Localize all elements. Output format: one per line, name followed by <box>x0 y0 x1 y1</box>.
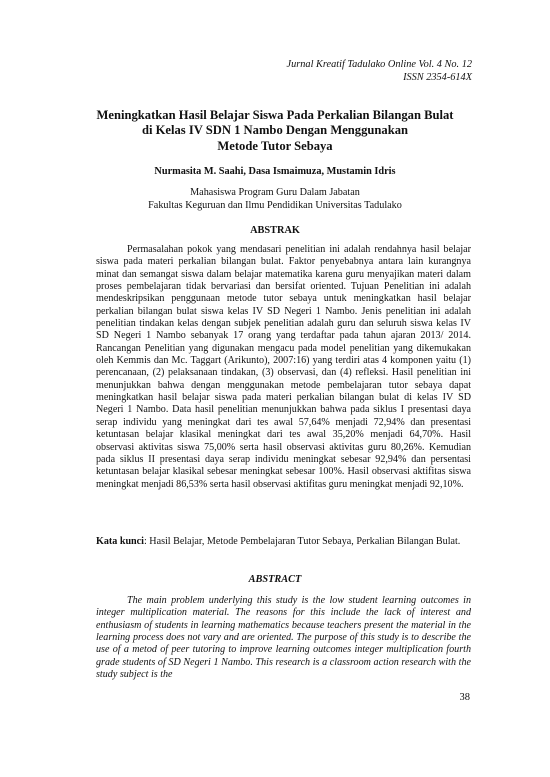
title-line-3: Metode Tutor Sebaya <box>217 138 333 153</box>
abstrak-heading: ABSTRAK <box>250 225 300 236</box>
abstract-heading: ABSTRACT <box>248 574 302 585</box>
title-line-1: Meningkatkan Hasil Belajar Siswa Pada Perkalian Bilangan Bulat <box>96 108 454 122</box>
author-list: Nurmasita M. Saahi, Dasa Ismaimuza, Mustamin Idris <box>154 166 396 177</box>
paper-title <box>86 108 464 154</box>
abstrak-paragraph: Permasalahan pokok yang mendasari penelitian ini adalah rendahnya hasil belajar siswa pada materi perkalian bilangan bulat. Faktor penyebabnya antara lain kurangnya minat dan semangat siswa dalam belajar matematika karena guru menyajikan materi dalam proses pembelajaran tidak bervariasi dan bersifat oriented. Tujuan Penelitian ini adalah mendeskripsikan penggunaan metode tutor sebaya untuk meningkatkan hasil belajar perkalian bilangan bulat siswa kelas IV SD Negeri 1 Nambo. Jenis penelitian ini adalah penelitian tindakan kelas dengan subjek penelitian adalah guru dan seluruh siswa kelas IV SD Negeri 1 Nambo sebanyak 17 orang yang terdaftar pada tahun ajaran 2013/ 2014. Rancangan Penelitian yang digunakan mengacu pada model penelitian yang dikemukakan oleh Kemmis dan Mc. Taggart (Arikunto), 2007:16) yang terdiri atas 4 komponen yaitu (1) perencanaan, (2) pelaksanaan tindakan, (3) observasi, dan (4) refleksi. Hasil penelitian ini menunjukkan bahwa dengan menggunakan metode pembelajaran tutor sebaya dapat meningkatkan hasil belajar siswa pada materi perkalian bilangan bulat di kelas IV SD Negeri 1 Nambo. Data hasil penelitian menunjukkan bahwa pada siklus I presentasi daya serap individu yang meningkat dari tes awal 57,64% menjadi 72,94% dan presentasi ketuntasan belajar klasikal meningkat dari tes awal 35,20% menjadi 64,70%. Hasil observasi aktivitas siswa 75,00% serta hasil observasi aktivitas guru 80,26%. Kemudian pada siklus II presentasi daya serap individu meningkat sebesar 92,94% dan persentasi ketuntasan belajar klasikal sebesar meningkat sebesar 100%. Hasil observasi aktifitas siswa meningkat menjadi 86,53% serta hasil observasi aktifitas guru meningkat menjadi 92,10%. <box>96 244 471 490</box>
title-line-2: di Kelas IV SDN 1 Nambo Dengan Menggunakan <box>141 123 409 138</box>
keywords-text: : Hasil Belajar, Metode Pembelajaran Tutor Sebaya, Perkalian Bilangan Bulat. <box>143 536 461 547</box>
affiliation-line-1: Mahasiswa Program Guru Dalam Jabatan <box>190 187 360 198</box>
affiliation <box>86 186 464 212</box>
affiliation-line-2: Fakultas Keguruan dan Ilmu Pendidikan Universitas Tadulako <box>148 200 402 211</box>
page-number: 38 <box>459 692 470 703</box>
journal-issn: ISSN 2354-614X <box>403 72 472 83</box>
journal-header <box>287 58 472 84</box>
keywords-label: Kata kunci <box>96 536 144 547</box>
keywords <box>96 536 519 548</box>
abstract-paragraph: The main problem underlying this study is the low student learning outcomes in integer multiplication material. The reasons for this include the lack of interest and enthusiasm of students in learning mathematics because teachers present the material in the learning process does not vary and are oriented. The purpose of this study is to describe the use of a metod of peer tutoring to improve learning outcomes integer multiplication fourth grade students of SD Negeri 1 Nambo. This research is a classroom action research with the study subject is the <box>96 595 471 681</box>
journal-name: Jurnal Kreatif Tadulako Online Vol. 4 No. 12 <box>286 59 472 70</box>
